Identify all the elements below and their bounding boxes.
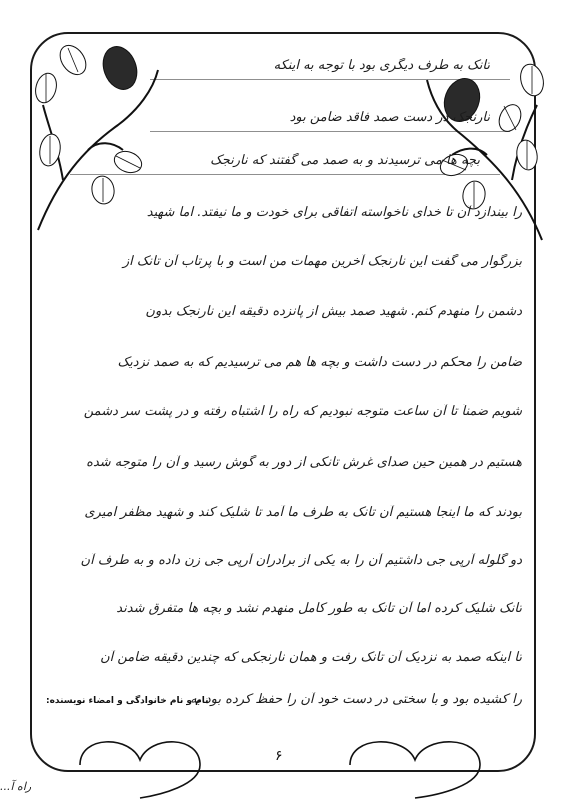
author-signature-caption: نام و نام خانوادگی و امضاء نویسنده: [46, 696, 209, 706]
heart-decoration-right [340, 730, 490, 800]
handwritten-line-5: بزرگوار می گفت این نارنجک آخرین مهمات من است و با پرتاب آن تانک از [122, 254, 522, 269]
handwritten-line-7: ضامن را محکم در دست داشت و بچه ها هم می ترسیدیم که به صمد نزدیک [117, 355, 522, 370]
handwritten-line-13: تا اینکه صمد به نزدیک آن تانک رفت و همان نارنجکی که چندین دقیقه ضامن آن [100, 650, 522, 665]
handwritten-line-6: دشمن را منهدم کنم. شهید صمد بیش از پانزده دقیقه این نارنجک بدون [145, 304, 522, 319]
corner-handwritten-note: ...راه آ [0, 780, 32, 793]
handwritten-line-11: دو گلوله آرپی جی داشتیم آن را به یکی از برادران آرپی جی زن داده و به طرف آن [80, 553, 522, 568]
handwritten-line-4: را بیندازد آن تا خدای ناخواسته اتفاقی برای خودت و ما نیفتد. اما شهید [146, 205, 522, 220]
handwritten-line-8: شویم ضمناً تا آن ساعت متوجه نبودیم که راه را اشتباه رفته و در پشت سر دشمن [83, 404, 522, 419]
handwritten-line-9: هستیم در همین حین صدای غرش تانکی از دور به گوش رسید و آن را متوجه شده [86, 455, 522, 470]
handwritten-line-2: نارنجک در دست صمد فاقد ضامن بود [289, 110, 490, 125]
handwritten-line-10: بودند که ما اینجا هستیم آن تانک به طرف ما آمد تا شلیک کند و شهید مظفر امیری [84, 505, 522, 520]
handwritten-line-1: تانک به طرف دیگری بود با توجه به اینکه [273, 58, 490, 73]
handwritten-line-12: تانک شلیک کرده اما آن تانک به طور کامل منهدم نشد و بچه ها متفرق شدند [116, 601, 522, 616]
heart-decoration-left [70, 730, 210, 800]
page-number: ۶ [275, 748, 283, 764]
handwritten-line-3: بچه ها می ترسیدند و به صمد می گفتند که نارنجک [210, 153, 480, 168]
handwritten-line-14: را کشیده بود و با سختی در دست خود آن را حفظ کرده بود به [190, 692, 522, 707]
